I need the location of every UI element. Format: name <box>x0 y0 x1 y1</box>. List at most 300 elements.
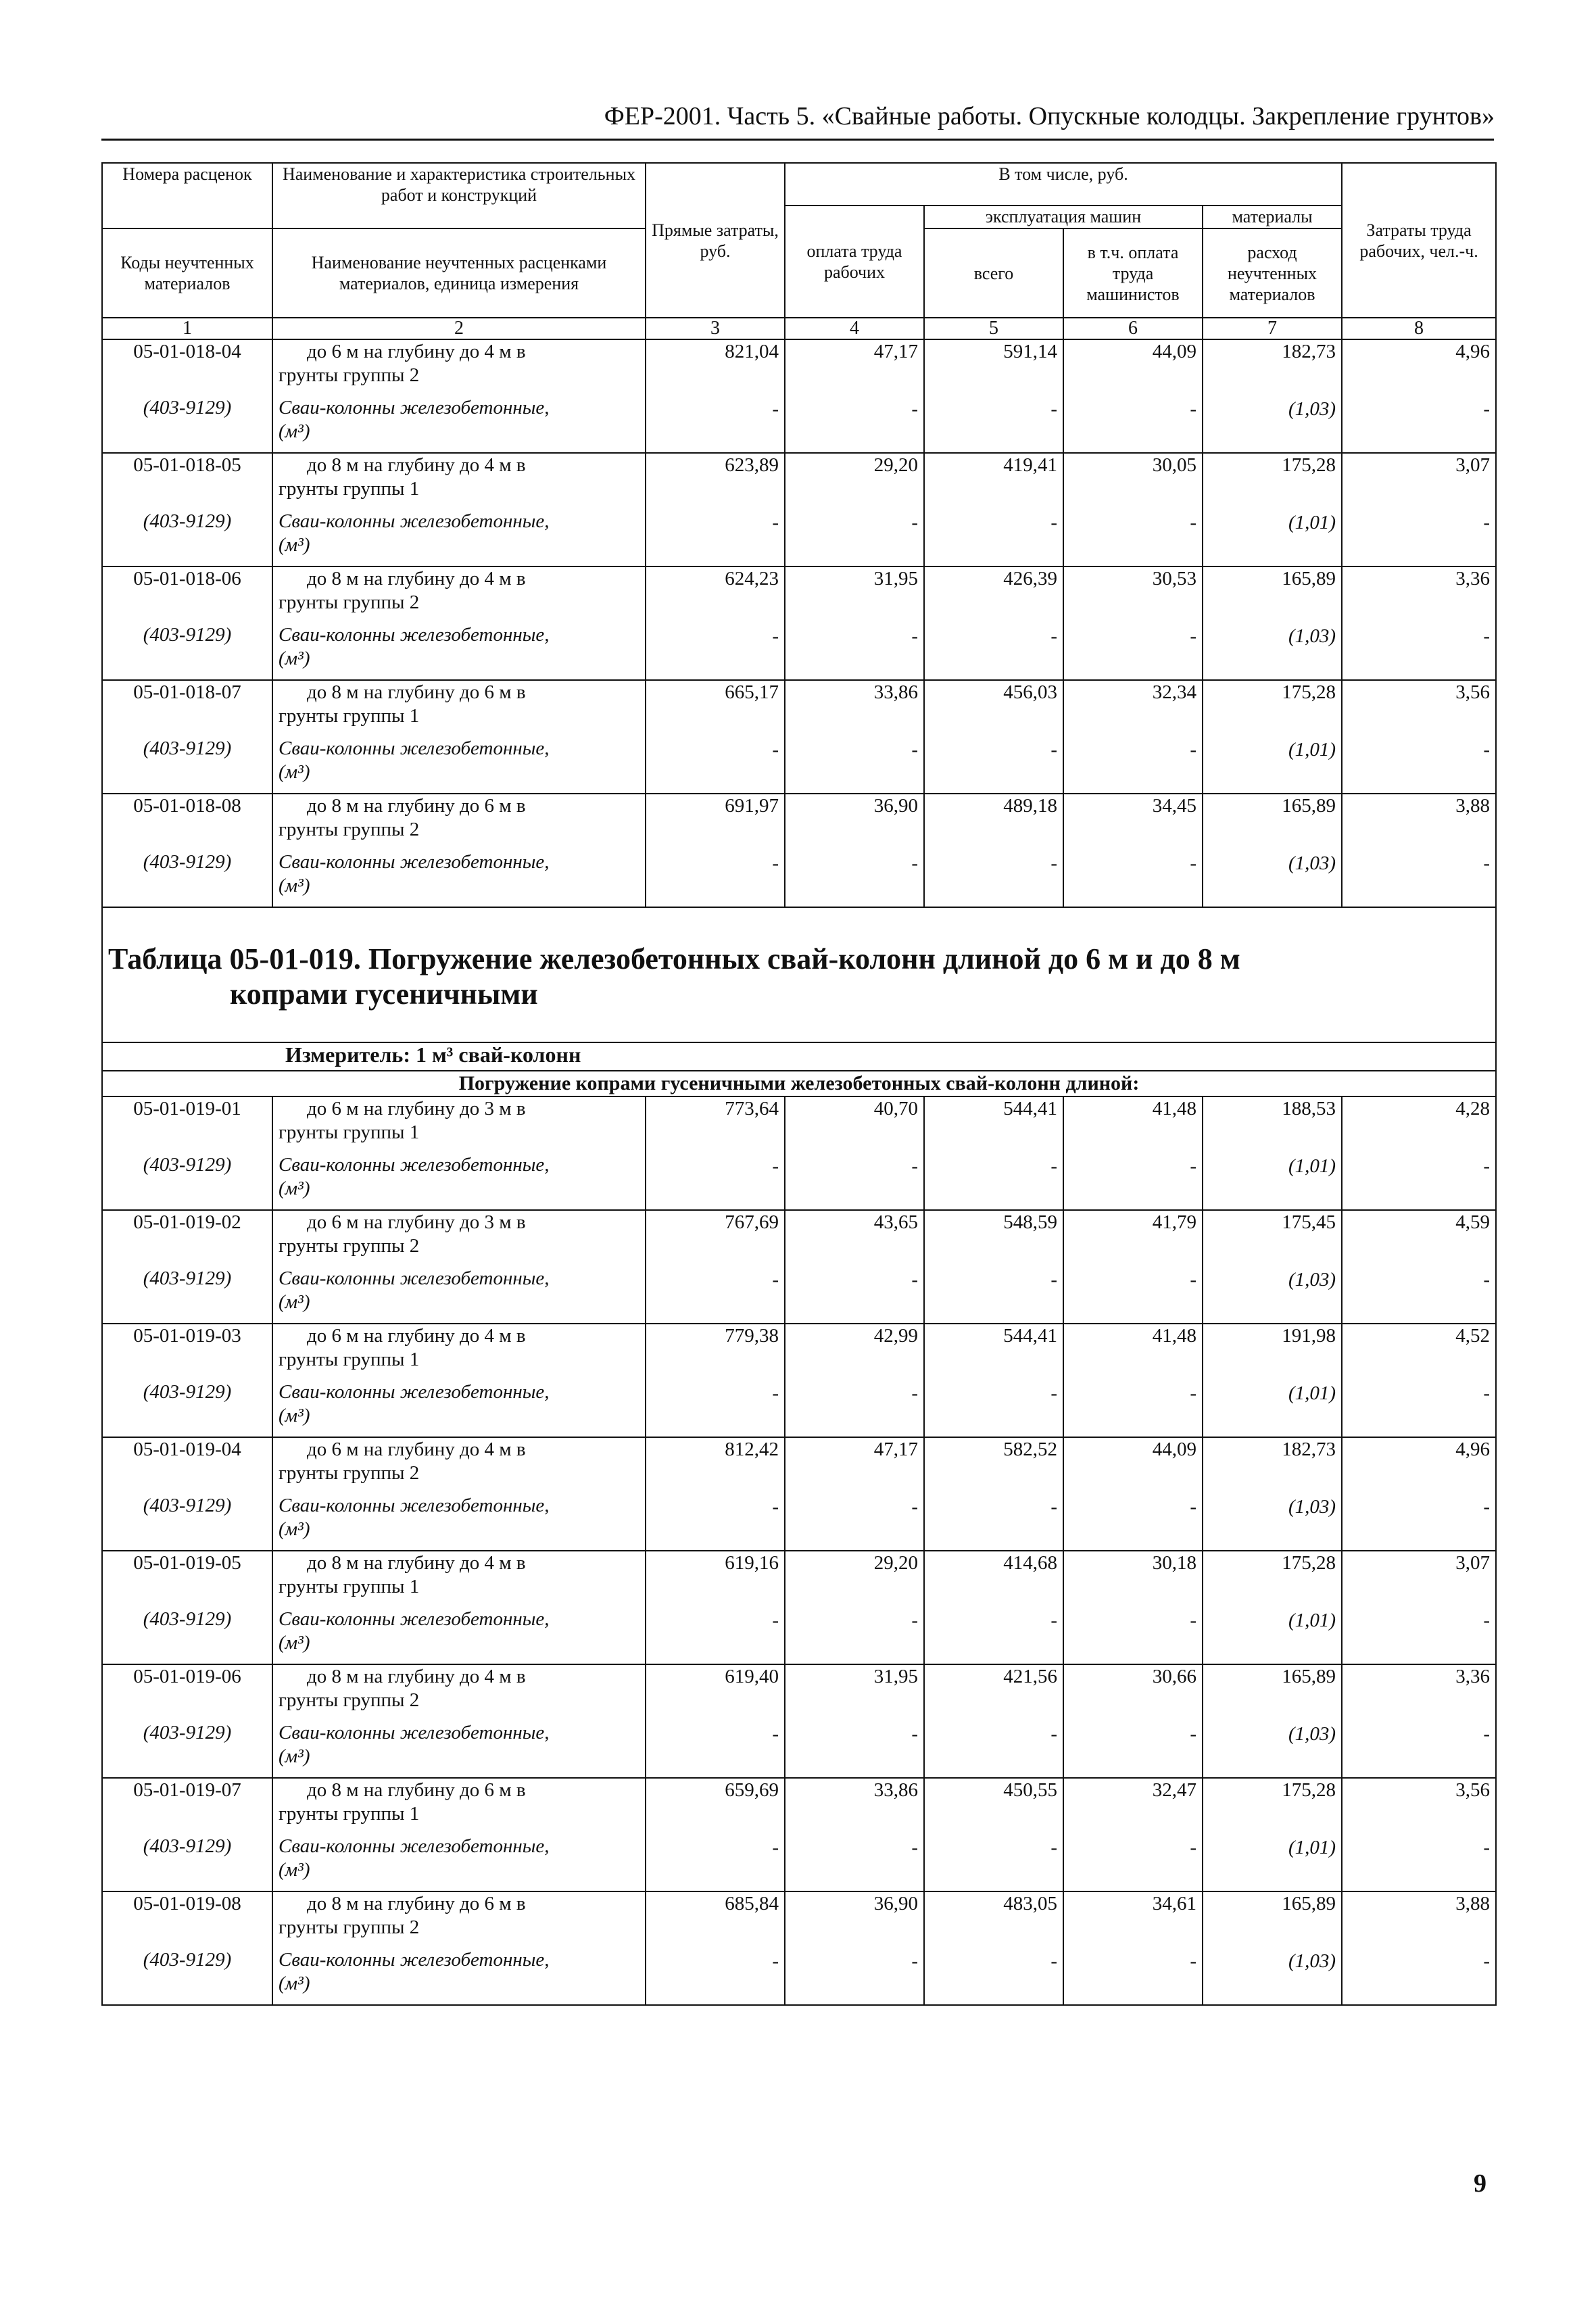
material-dash: - <box>1483 1496 1491 1518</box>
rate-description-line2: грунты группы 1 <box>279 1121 420 1143</box>
rate-description-line1: до 8 м на глубину до 4 м в <box>307 1666 526 1687</box>
material-consumption: (1,01) <box>1288 1382 1336 1404</box>
machinists-pay-value <box>1063 1437 1203 1551</box>
material-name-text: Сваи-колонны железобетонные, <box>279 1722 550 1743</box>
machinists-pay-value <box>1063 1778 1203 1891</box>
machinists-pay-value <box>1063 1891 1203 2005</box>
machines-value-main: 426,39 <box>1003 568 1057 589</box>
material-name <box>272 1835 646 1891</box>
materials-value <box>1203 794 1342 907</box>
rate-row <box>102 339 1496 396</box>
col-materials: материалы <box>1203 206 1342 228</box>
material-dash: - <box>1050 852 1057 874</box>
materials-value <box>1203 1324 1342 1437</box>
material-dash: - <box>1190 1610 1196 1631</box>
rate-code: 05-01-018-05 <box>102 453 272 510</box>
col-num: 4 <box>785 318 924 339</box>
material-consumption: (1,03) <box>1288 1723 1336 1745</box>
material-consumption: (1,01) <box>1288 1155 1336 1177</box>
materials-value-main: 165,89 <box>1282 1666 1336 1687</box>
rate-description-line1: до 8 м на глубину до 6 м в <box>307 1893 526 1914</box>
materials-value <box>1203 566 1342 680</box>
material-code: (403-9129) <box>102 623 272 680</box>
rate-row <box>102 794 1496 850</box>
material-dash: - <box>1050 512 1057 533</box>
col-direct-costs: Прямые затраты, руб. <box>646 163 785 318</box>
labor-pay-value <box>785 453 924 566</box>
direct-costs-value <box>646 453 785 566</box>
machines-value <box>924 794 1063 907</box>
materials-value <box>1203 1778 1342 1891</box>
materials-value-main: 175,28 <box>1282 1779 1336 1801</box>
title-rule <box>101 139 1494 141</box>
machines-value <box>924 453 1063 566</box>
material-unit: (м³) <box>279 534 310 556</box>
labor-hours-value-main: 4,59 <box>1455 1211 1491 1233</box>
direct-costs-value <box>646 1437 785 1551</box>
labor-hours-value-main: 4,96 <box>1455 341 1491 362</box>
direct-costs-value-main: 685,84 <box>725 1893 779 1914</box>
material-code: (403-9129) <box>102 1835 272 1891</box>
table-018-body <box>102 339 1496 907</box>
material-name-text: Сваи-колонны железобетонные, <box>279 1268 550 1289</box>
material-unit: (м³) <box>279 1178 310 1199</box>
col-labor-pay: оплата труда рабочих <box>785 206 924 318</box>
rate-code: 05-01-018-07 <box>102 680 272 737</box>
material-code: (403-9129) <box>102 396 272 453</box>
rate-code: 05-01-019-01 <box>102 1096 272 1153</box>
direct-costs-value <box>646 566 785 680</box>
col-including: В том числе, руб. <box>785 163 1342 206</box>
rate-description <box>272 1437 646 1494</box>
labor-hours-value-main: 3,07 <box>1455 1552 1491 1574</box>
machines-value-main: 582,52 <box>1003 1439 1057 1460</box>
material-code: (403-9129) <box>102 1380 272 1437</box>
rate-description-line2: грунты группы 2 <box>279 1235 420 1257</box>
machines-value <box>924 1664 1063 1778</box>
material-unit: (м³) <box>279 1518 310 1540</box>
material-dash: - <box>1190 1723 1196 1745</box>
labor-pay-value <box>785 566 924 680</box>
rate-description-line1: до 6 м на глубину до 3 м в <box>307 1098 526 1119</box>
material-name <box>272 1267 646 1324</box>
labor-hours-value <box>1342 1664 1496 1778</box>
col-num: 7 <box>1203 318 1342 339</box>
material-dash: - <box>772 1950 779 1972</box>
machines-value <box>924 1324 1063 1437</box>
labor-pay-value <box>785 1324 924 1437</box>
direct-costs-value <box>646 1096 785 1210</box>
labor-hours-value <box>1342 1210 1496 1324</box>
table-header <box>102 163 1496 339</box>
col-num: 2 <box>272 318 646 339</box>
material-dash: - <box>1483 625 1491 647</box>
machines-value-main: 419,41 <box>1003 454 1057 476</box>
labor-pay-value-main: 31,95 <box>873 568 918 589</box>
rate-description <box>272 1324 646 1380</box>
labor-hours-value-main: 4,28 <box>1455 1098 1491 1119</box>
material-unit: (м³) <box>279 761 310 783</box>
labor-hours-value <box>1342 794 1496 907</box>
material-dash: - <box>1483 852 1491 874</box>
material-name-text: Сваи-колонны железобетонные, <box>279 1835 550 1857</box>
col-rate-number: Номера расценок <box>102 163 272 206</box>
material-name-text: Сваи-колонны железобетонные, <box>279 397 550 418</box>
rate-description-line1: до 8 м на глубину до 4 м в <box>307 568 526 589</box>
materials-value <box>1203 1437 1342 1551</box>
labor-hours-value <box>1342 680 1496 794</box>
materials-value <box>1203 1210 1342 1324</box>
labor-pay-value <box>785 1437 924 1551</box>
machinists-pay-value-main: 30,18 <box>1152 1552 1196 1574</box>
machines-value <box>924 1551 1063 1664</box>
materials-value <box>1203 680 1342 794</box>
material-dash: - <box>1483 1723 1491 1745</box>
labor-hours-value <box>1342 566 1496 680</box>
machines-value <box>924 1096 1063 1210</box>
material-dash: - <box>1190 1496 1196 1518</box>
machinists-pay-value-main: 32,34 <box>1152 681 1196 703</box>
material-consumption: (1,03) <box>1288 852 1336 874</box>
machinists-pay-value-main: 32,47 <box>1152 1779 1196 1801</box>
rate-row <box>102 680 1496 737</box>
direct-costs-value-main: 821,04 <box>725 341 779 362</box>
material-dash: - <box>911 1723 918 1745</box>
material-dash: - <box>1483 1837 1491 1858</box>
direct-costs-value-main: 691,97 <box>725 795 779 817</box>
material-dash: - <box>1050 1610 1057 1631</box>
materials-value-main: 191,98 <box>1282 1325 1336 1347</box>
labor-hours-value <box>1342 339 1496 453</box>
rate-description-line1: до 8 м на глубину до 6 м в <box>307 795 526 817</box>
materials-value-main: 182,73 <box>1282 341 1336 362</box>
col-machine-total: всего <box>924 228 1063 318</box>
material-dash: - <box>911 1496 918 1518</box>
material-name-text: Сваи-колонны железобетонные, <box>279 510 550 532</box>
material-unit: (м³) <box>279 648 310 669</box>
col-machine-operation: эксплуатация машин <box>924 206 1203 228</box>
labor-hours-value <box>1342 1891 1496 2005</box>
materials-value <box>1203 1664 1342 1778</box>
machinists-pay-value-main: 41,79 <box>1152 1211 1196 1233</box>
direct-costs-value <box>646 680 785 794</box>
material-dash: - <box>1190 739 1196 761</box>
labor-pay-value-main: 47,17 <box>873 1439 918 1460</box>
materials-value-main: 165,89 <box>1282 795 1336 817</box>
material-dash: - <box>1050 1950 1057 1972</box>
col-num: 5 <box>924 318 1063 339</box>
labor-pay-value <box>785 1891 924 2005</box>
material-name-text: Сваи-колонны железобетонные, <box>279 738 550 759</box>
material-dash: - <box>1050 1837 1057 1858</box>
direct-costs-value-main: 619,16 <box>725 1552 779 1574</box>
materials-value <box>1203 1551 1342 1664</box>
materials-value-main: 175,28 <box>1282 681 1336 703</box>
rate-code: 05-01-019-06 <box>102 1664 272 1721</box>
rate-description-line1: до 6 м на глубину до 4 м в <box>307 341 526 362</box>
material-dash: - <box>911 1155 918 1177</box>
labor-hours-value <box>1342 1437 1496 1551</box>
material-dash: - <box>1190 1269 1196 1290</box>
labor-hours-value-main: 3,36 <box>1455 1666 1491 1687</box>
labor-pay-value-main: 42,99 <box>873 1325 918 1347</box>
rate-description-line1: до 6 м на глубину до 4 м в <box>307 1325 526 1347</box>
material-dash: - <box>1483 739 1491 761</box>
material-dash: - <box>1190 1382 1196 1404</box>
material-dash: - <box>1190 852 1196 874</box>
material-consumption: (1,03) <box>1288 625 1336 647</box>
labor-hours-value <box>1342 453 1496 566</box>
rate-code: 05-01-019-04 <box>102 1437 272 1494</box>
material-name <box>272 737 646 794</box>
material-unit: (м³) <box>279 1632 310 1654</box>
machines-value-main: 483,05 <box>1003 1893 1057 1914</box>
rate-row <box>102 1324 1496 1380</box>
material-code: (403-9129) <box>102 1721 272 1778</box>
material-dash: - <box>1483 1950 1491 1972</box>
materials-value <box>1203 453 1342 566</box>
material-name-text: Сваи-колонны железобетонные, <box>279 1495 550 1516</box>
materials-value-main: 165,89 <box>1282 568 1336 589</box>
material-dash: - <box>772 1269 779 1290</box>
rate-description-line2: грунты группы 2 <box>279 1462 420 1484</box>
col-num: 8 <box>1342 318 1496 339</box>
labor-pay-value-main: 33,86 <box>873 1779 918 1801</box>
material-dash: - <box>772 1610 779 1631</box>
material-unit: (м³) <box>279 1973 310 1994</box>
rate-description-line2: грунты группы 2 <box>279 592 420 613</box>
machinists-pay-value-main: 44,09 <box>1152 341 1196 362</box>
machines-value-main: 489,18 <box>1003 795 1057 817</box>
labor-pay-value <box>785 680 924 794</box>
rate-row <box>102 1096 1496 1153</box>
machinists-pay-value-main: 41,48 <box>1152 1098 1196 1119</box>
rate-code: 05-01-018-04 <box>102 339 272 396</box>
material-dash: - <box>1483 398 1491 420</box>
col-machinist-pay: в т.ч. оплата труда машинистов <box>1063 228 1203 318</box>
labor-hours-value <box>1342 1324 1496 1437</box>
material-code: (403-9129) <box>102 510 272 566</box>
machines-value <box>924 680 1063 794</box>
rate-description <box>272 1664 646 1721</box>
machinists-pay-value-main: 30,05 <box>1152 454 1196 476</box>
direct-costs-value <box>646 1778 785 1891</box>
table-019-heading <box>102 907 1496 1096</box>
rate-description <box>272 566 646 623</box>
material-dash: - <box>1483 1155 1491 1177</box>
material-dash: - <box>911 512 918 533</box>
machines-value-main: 591,14 <box>1003 341 1057 362</box>
material-consumption: (1,01) <box>1288 1837 1336 1858</box>
machines-value-main: 544,41 <box>1003 1325 1057 1347</box>
material-dash: - <box>1190 1950 1196 1972</box>
labor-pay-value <box>785 1778 924 1891</box>
material-dash: - <box>772 512 779 533</box>
material-name-text: Сваи-колонны железобетонные, <box>279 1608 550 1630</box>
material-consumption: (1,01) <box>1288 512 1336 533</box>
material-dash: - <box>911 852 918 874</box>
material-name-text: Сваи-колонны железобетонные, <box>279 851 550 873</box>
machines-value <box>924 1778 1063 1891</box>
machinists-pay-value-main: 30,53 <box>1152 568 1196 589</box>
machines-value-main: 421,56 <box>1003 1666 1057 1687</box>
material-dash: - <box>772 852 779 874</box>
rate-code: 05-01-019-07 <box>102 1778 272 1835</box>
rate-description <box>272 1551 646 1608</box>
material-dash: - <box>1190 512 1196 533</box>
labor-hours-value-main: 3,36 <box>1455 568 1491 589</box>
machinists-pay-value-main: 34,45 <box>1152 795 1196 817</box>
material-dash: - <box>1190 625 1196 647</box>
material-code: (403-9129) <box>102 1153 272 1210</box>
machinists-pay-value <box>1063 1551 1203 1664</box>
machines-value-main: 544,41 <box>1003 1098 1057 1119</box>
col-num: 6 <box>1063 318 1203 339</box>
material-consumption: (1,03) <box>1288 398 1336 420</box>
material-dash: - <box>911 398 918 420</box>
direct-costs-value <box>646 1664 785 1778</box>
material-code: (403-9129) <box>102 737 272 794</box>
material-unit: (м³) <box>279 875 310 896</box>
labor-pay-value-main: 36,90 <box>873 1893 918 1914</box>
materials-value-main: 165,89 <box>1282 1893 1336 1914</box>
material-name <box>272 850 646 907</box>
direct-costs-value <box>646 339 785 453</box>
rates-table <box>101 162 1497 2006</box>
rate-code: 05-01-019-03 <box>102 1324 272 1380</box>
material-dash: - <box>772 398 779 420</box>
material-name <box>272 1494 646 1551</box>
labor-pay-value <box>785 794 924 907</box>
material-dash: - <box>772 1382 779 1404</box>
labor-pay-value-main: 36,90 <box>873 795 918 817</box>
material-name-text: Сваи-колонны железобетонные, <box>279 1381 550 1403</box>
material-dash: - <box>911 1837 918 1858</box>
rate-code: 05-01-019-08 <box>102 1891 272 1948</box>
labor-hours-value-main: 3,88 <box>1455 795 1491 817</box>
material-dash: - <box>772 1155 779 1177</box>
col-uncounted-codes: Коды неучтенных материалов <box>102 228 272 318</box>
material-dash: - <box>911 1950 918 1972</box>
rate-description <box>272 453 646 510</box>
material-dash: - <box>1050 1723 1057 1745</box>
machinists-pay-value-main: 34,61 <box>1152 1893 1196 1914</box>
rate-description <box>272 794 646 850</box>
materials-value-main: 175,28 <box>1282 454 1336 476</box>
table-019-body <box>102 1096 1496 2005</box>
material-name <box>272 1153 646 1210</box>
rate-description <box>272 339 646 396</box>
rate-description-line2: грунты группы 2 <box>279 1916 420 1938</box>
rate-description-line1: до 8 м на глубину до 6 м в <box>307 681 526 703</box>
machines-value-main: 450,55 <box>1003 1779 1057 1801</box>
rate-row <box>102 1778 1496 1835</box>
machinists-pay-value <box>1063 680 1203 794</box>
rate-description-line2: грунты группы 1 <box>279 478 420 500</box>
table-019-title-line1: Таблица 05-01-019. Погружение железобетонных свай-колонн длиной до 6 м и до 8 м <box>108 942 1240 975</box>
labor-hours-value-main: 3,56 <box>1455 681 1491 703</box>
machinists-pay-value-main: 41,48 <box>1152 1325 1196 1347</box>
material-dash: - <box>772 625 779 647</box>
table-019-subheader: Погружение копрами гусеничными железобетонных свай-колонн длиной: <box>102 1071 1496 1096</box>
material-name-text: Сваи-колонны железобетонные, <box>279 624 550 646</box>
labor-pay-value <box>785 1096 924 1210</box>
machinists-pay-value <box>1063 794 1203 907</box>
material-dash: - <box>1050 1269 1057 1290</box>
material-unit: (м³) <box>279 420 310 442</box>
col-work-name: Наименование и характеристика строительных работ и конструкций <box>272 163 646 206</box>
table-019-measure: Измеритель: 1 м³ свай-колонн <box>102 1042 1496 1071</box>
rate-description-line1: до 6 м на глубину до 4 м в <box>307 1439 526 1460</box>
machinists-pay-value-main: 44,09 <box>1152 1439 1196 1460</box>
material-dash: - <box>1483 1610 1491 1631</box>
rate-description-line2: грунты группы 1 <box>279 1349 420 1370</box>
rate-row <box>102 1437 1496 1494</box>
direct-costs-value-main: 773,64 <box>725 1098 779 1119</box>
table-019-title <box>102 907 1496 1042</box>
rate-description-line1: до 8 м на глубину до 6 м в <box>307 1779 526 1801</box>
machinists-pay-value <box>1063 1096 1203 1210</box>
materials-value <box>1203 1891 1342 2005</box>
labor-pay-value-main: 40,70 <box>873 1098 918 1119</box>
machinists-pay-value <box>1063 1210 1203 1324</box>
labor-pay-value <box>785 1210 924 1324</box>
material-unit: (м³) <box>279 1405 310 1426</box>
material-name <box>272 623 646 680</box>
direct-costs-value-main: 619,40 <box>725 1666 779 1687</box>
machinists-pay-value <box>1063 1324 1203 1437</box>
labor-hours-value-main: 3,07 <box>1455 454 1491 476</box>
page-number: 9 <box>1474 2169 1486 2198</box>
rate-description-line1: до 8 м на глубину до 4 м в <box>307 454 526 476</box>
rate-description <box>272 1778 646 1835</box>
material-dash: - <box>1050 625 1057 647</box>
material-dash: - <box>1050 1496 1057 1518</box>
col-labor-costs: Затраты труда рабочих, чел.-ч. <box>1342 163 1496 318</box>
rate-description-line2: грунты группы 1 <box>279 705 420 727</box>
direct-costs-value-main: 623,89 <box>725 454 779 476</box>
column-numbers-row <box>102 318 1496 339</box>
labor-pay-value-main: 29,20 <box>873 454 918 476</box>
machines-value <box>924 339 1063 453</box>
material-consumption: (1,01) <box>1288 1610 1336 1631</box>
material-name <box>272 1608 646 1664</box>
material-name <box>272 1380 646 1437</box>
material-code: (403-9129) <box>102 1948 272 2005</box>
direct-costs-value-main: 812,42 <box>725 1439 779 1460</box>
rate-description <box>272 680 646 737</box>
direct-costs-value <box>646 1210 785 1324</box>
machines-value-main: 414,68 <box>1003 1552 1057 1574</box>
rate-row <box>102 1664 1496 1721</box>
direct-costs-value-main: 779,38 <box>725 1325 779 1347</box>
rate-row <box>102 1210 1496 1267</box>
rate-description-line2: грунты группы 1 <box>279 1803 420 1825</box>
material-dash: - <box>911 625 918 647</box>
labor-hours-value-main: 4,96 <box>1455 1439 1491 1460</box>
rate-row <box>102 453 1496 510</box>
material-name <box>272 396 646 453</box>
machines-value <box>924 1210 1063 1324</box>
material-dash: - <box>1483 1269 1491 1290</box>
labor-pay-value-main: 43,65 <box>873 1211 918 1233</box>
material-code: (403-9129) <box>102 1494 272 1551</box>
materials-value-main: 188,53 <box>1282 1098 1336 1119</box>
machines-value <box>924 1891 1063 2005</box>
labor-hours-value <box>1342 1096 1496 1210</box>
material-dash: - <box>911 739 918 761</box>
col-materials-consumption: расход неучтенных материалов <box>1203 228 1342 318</box>
